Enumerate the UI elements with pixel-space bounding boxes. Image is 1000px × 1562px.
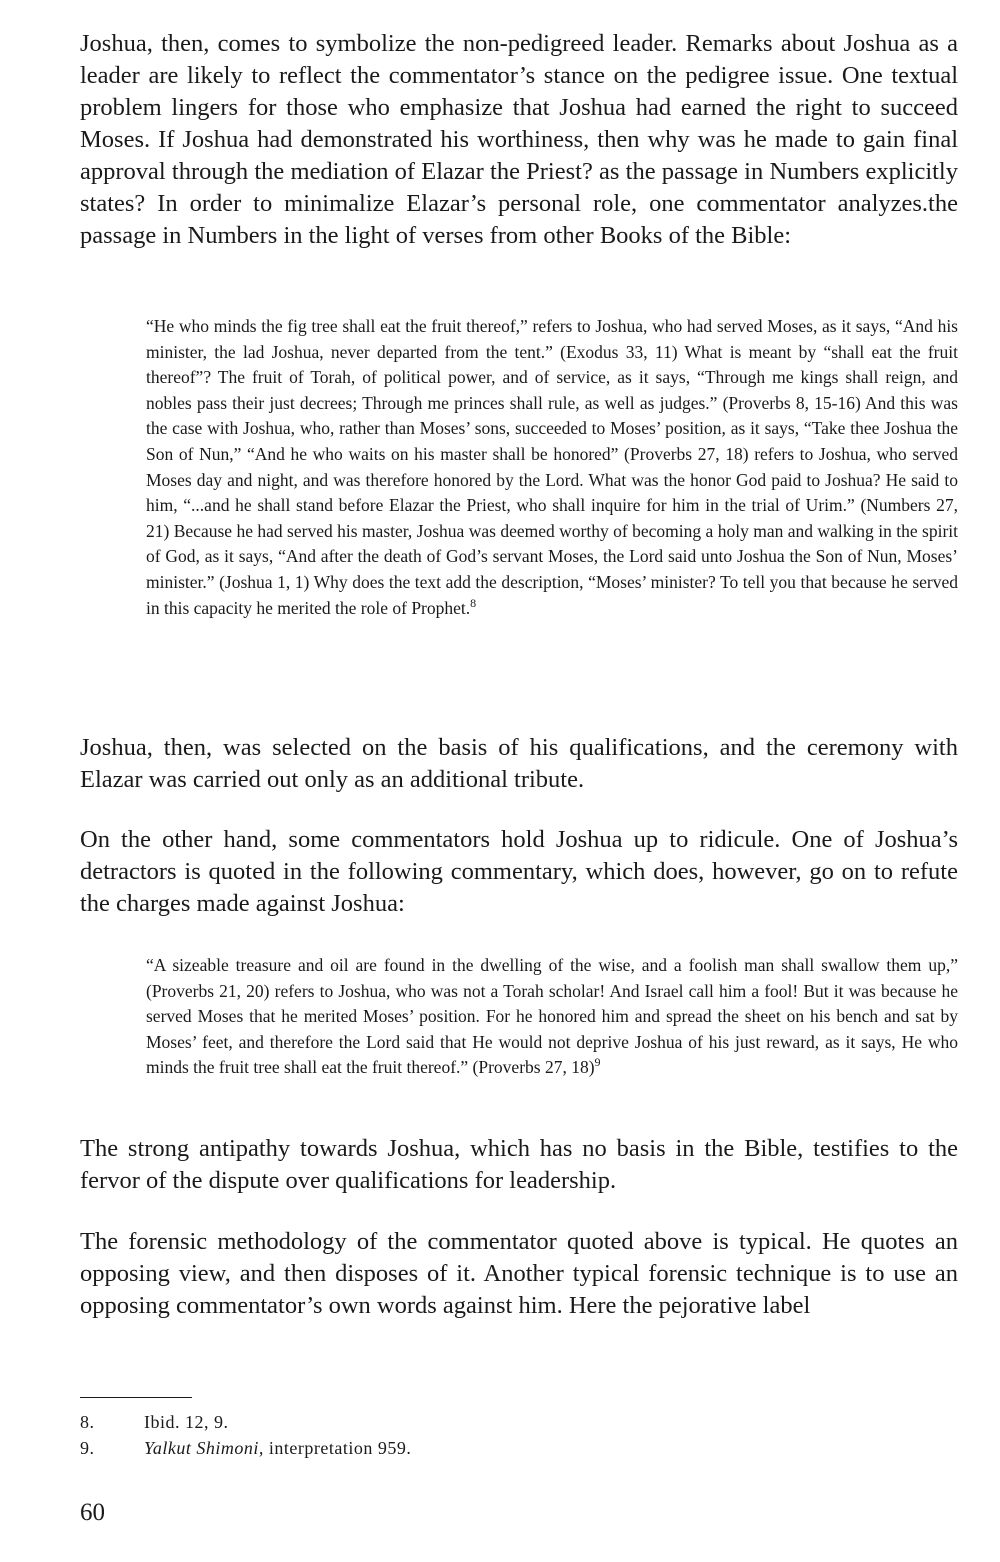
footnote-8-number: 8. <box>80 1412 95 1432</box>
paragraph-antipathy: The strong antipathy towards Joshua, which has no basis in the Bible, testifies to the fervor of the dispute over qualifications for leadership. <box>80 1135 958 1194</box>
footnote-ref-8: 8 <box>470 595 477 610</box>
footnote-8-text: Ibid. 12, 9. <box>144 1412 229 1432</box>
footnote-9-title: Yalkut Shimoni, <box>144 1438 264 1458</box>
block-quote-fig-tree <box>146 314 958 621</box>
footnote-divider <box>80 1397 192 1398</box>
footnote-9-text: interpretation 959. <box>263 1438 412 1458</box>
footnote-8 <box>80 1410 229 1434</box>
footnote-9-number: 9. <box>80 1438 95 1458</box>
footnote-9 <box>80 1436 411 1460</box>
paragraph-forensic-method: The forensic methodology of the commentator quoted above is typical. He quotes an opposing view, and then disposes of it. Another typical forensic technique is to use an opposing commentator’s own words against him. Here the pejorative label <box>80 1228 958 1319</box>
block-quote-treasure <box>146 953 958 1081</box>
paragraph-ridicule: On the other hand, some commentators hold Joshua up to ridicule. One of Joshua’s detractors is quoted in the following commentary, which does, however, go on to refute the charges made against Joshua: <box>80 826 958 917</box>
paragraph-selection-basis: Joshua, then, was selected on the basis of his qualifications, and the ceremony with Elazar was carried out only as an additional tribute. <box>80 734 958 793</box>
paragraph-pedigree-intro: Joshua, then, comes to symbolize the non-pedigreed leader. Remarks about Joshua as a leader are likely to reflect the commentator’s stance on the pedigree issue. One textual problem lingers for those who emphasize that Joshua had earned the right to succeed Moses. If Joshua had demonstrated his worthiness, then why was he made to gain final approval through the mediation of Elazar the Priest? as the passage in Numbers explicitly states? In order to minimalize Elazar’s personal role, one commentator analyzes.the passage in Numbers in the light of verses from other Books of the Bible: <box>80 30 958 249</box>
page-number: 60 <box>80 1499 105 1526</box>
block-quote-treasure-text: “A sizeable treasure and oil are found in the dwelling of the wise, and a foolish man shall swallow them up,” (Proverbs 21, 20) refers to Joshua, who was not a Torah scholar! And Israel call him a fool! But it was because he served Moses that he merited Moses’ position. For he honored him and spread the sheet on his bench and sat by Moses’ feet, and therefore the Lord said that He would not deprive Joshua of his just reward, as it says, He who minds the fruit tree shall eat the fruit thereof.” (Proverbs 27, 18) <box>146 955 958 1078</box>
block-quote-fig-tree-text: “He who minds the fig tree shall eat the fruit thereof,” refers to Joshua, who had served Moses, as it says, “And his minister, the lad Joshua, never departed from the tent.” (Exodus 33, 11) What is meant by “shall eat the fruit thereof”? The fruit of Torah, of political power, and of service, as it says, “Through me kings shall reign, and nobles pass their just decrees; Through me princes shall rule, as well as judges.” (Proverbs 8, 15-16) And this was the case with Joshua, who, rather than Moses’ sons, succeeded to Moses’ position, as it says, “Take thee Joshua the Son of Nun,” “And he who waits on his master shall be honored” (Proverbs 27, 18) refers to Joshua, who served Moses day and night, and was therefore honored by the Lord. What was the honor God paid to Joshua? He said to him, “...and he shall stand before Elazar the Priest, who shall inquire for him in the trial of Urim.” (Numbers 27, 21) Because he had served his master, Joshua was deemed worthy of becoming a holy man and walking in the spirit of God, as it says, “And after the death of God’s servant Moses, the Lord said unto Joshua the Son of Nun, Moses’ minister.” (Joshua 1, 1) Why does the text add the description, “Moses’ minister? To tell you that because he served in this capacity he merited the role of Prophet. <box>146 316 958 618</box>
footnote-ref-9: 9 <box>594 1055 601 1070</box>
